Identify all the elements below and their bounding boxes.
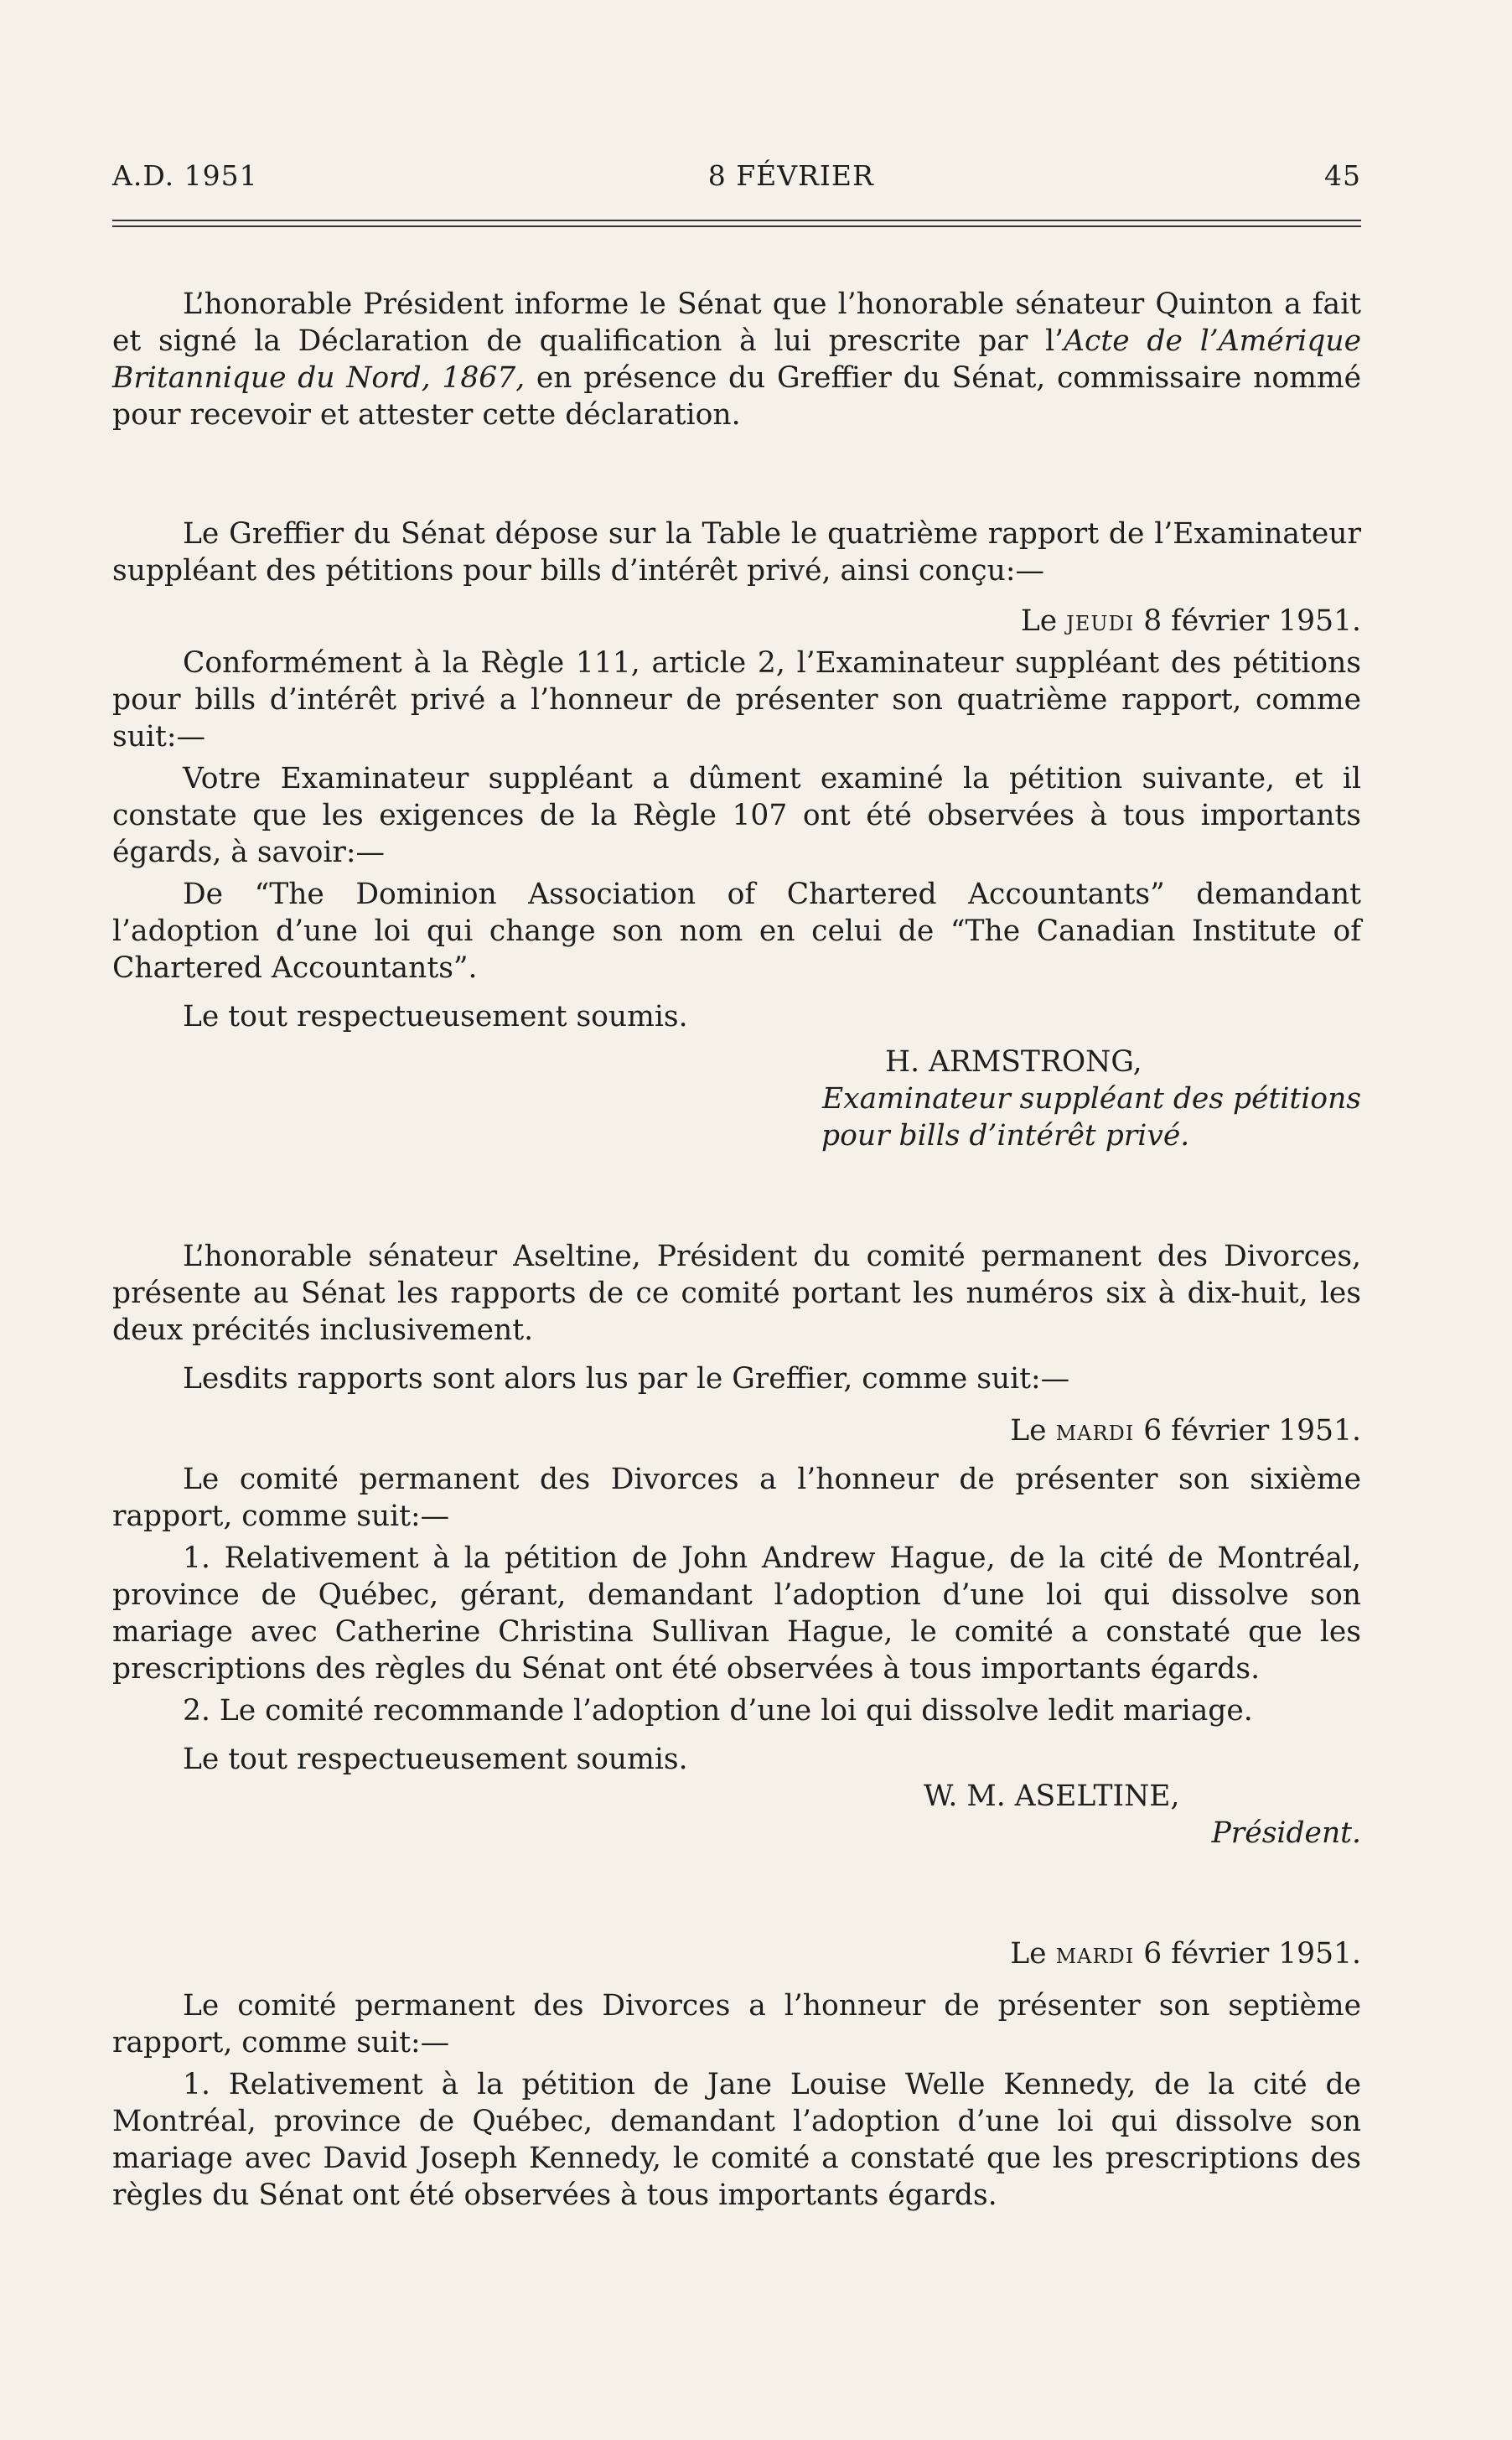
- recommendation-paragraph: 2. Le comité recommande l’adoption d’une loi qui dissolve ledit mariage.: [183, 1694, 1253, 1728]
- respectfully-submitted-2: Le tout respectueusement soumis.: [183, 1743, 688, 1776]
- aseltine-paragraph: L’honorable sénateur Aseltine, Président du comité permanent des Divorces, présente au Sénat les rapports de ce comité portant les numéros six à dix-huit, les deux précités inclusivement.: [112, 1240, 1361, 1347]
- armstrong-signature: [112, 1044, 1361, 1154]
- running-header: [112, 159, 1361, 201]
- examinateur-paragraph: Votre Examinateur suppléant a dûment examiné la pétition suivante, et il constate que les exigences de la Règle 107 ont été observées à tous importants égards, à savoir:—: [112, 762, 1361, 869]
- respectfully-submitted: Le tout respectueusement soumis.: [183, 1000, 688, 1034]
- quinton-declaration-paragraph: L’honorable Président informe le Sénat que l’honorable sénateur Quinton a fait et signé la Déclaration de qualification à lui prescrite par l’Acte de l’Amérique Britannique du Nord, 1867, en présence du Greffier du Sénat, commissaire nommé pour recevoir et attester cette déclaration.: [112, 288, 1361, 432]
- sixth-report-paragraph: Le comité permanent des Divorces a l’honneur de présenter son sixième rapport, comme suit:—: [112, 1463, 1361, 1533]
- rule-111-paragraph: Conformément à la Règle 111, article 2, l’Examinateur suppléant des pétitions pour bills d’intérêt privé a l’honneur de présenter son quatrième rapport, comme suit:—: [112, 646, 1361, 754]
- report-date-jeudi: Le jeudi 8 février 1951.: [1020, 604, 1361, 638]
- signature-role: Président.: [1211, 1816, 1361, 1850]
- signature-role-line2: pour bills d’intérêt privé.: [821, 1119, 1190, 1153]
- seventh-report-paragraph: Le comité permanent des Divorces a l’honneur de présenter son septième rapport, comme suit:—: [112, 1989, 1361, 2059]
- signature-name: W. M. ASELTINE,: [924, 1779, 1180, 1813]
- page-number: 45: [1323, 159, 1361, 192]
- kennedy-petition-paragraph: 1. Relativement à la pétition de Jane Louise Welle Kennedy, de la cité de Montréal, province de Québec, demandant l’adoption d’une loi qui dissolve son mariage avec David Joseph Kennedy, le comité a constaté que les prescriptions des règles du Sénat ont été observées à tous importants égards.: [112, 2068, 1361, 2212]
- signature-name: H. ARMSTRONG,: [885, 1045, 1142, 1079]
- header-date: 8 FÉVRIER: [707, 159, 874, 192]
- header-year: A.D. 1951: [112, 159, 258, 192]
- header-rule: [112, 220, 1361, 227]
- rapports-lus-paragraph: Lesdits rapports sont alors lus par le Greffier, comme suit:—: [183, 1362, 1070, 1396]
- hague-petition-paragraph: 1. Relativement à la pétition de John Andrew Hague, de la cité de Montréal, province de Québec, gérant, demandant l’adoption d’une loi qui dissolve son mariage avec Catherine Christina Sullivan Hague, le comité a constaté que les prescriptions des règles du Sénat ont été observées à tous importants égards.: [112, 1541, 1361, 1686]
- report-date-mardi-2: Le mardi 6 février 1951.: [1010, 1937, 1361, 1971]
- report-date-mardi-1: Le mardi 6 février 1951.: [1010, 1414, 1361, 1448]
- greffier-report-paragraph: Le Greffier du Sénat dépose sur la Table le quatrième rapport de l’Examinateur suppléant des pétitions pour bills d’intérêt privé, ainsi conçu:—: [112, 517, 1361, 588]
- dominion-association-paragraph: De “The Dominion Association of Chartered Accountants” demandant l’adoption d’une loi qui change son nom en celui de “The Canadian Institute of Chartered Accountants”.: [112, 878, 1361, 985]
- signature-role: Examinateur suppléant des pétitions: [821, 1082, 1361, 1116]
- aseltine-signature: [112, 1778, 1361, 1852]
